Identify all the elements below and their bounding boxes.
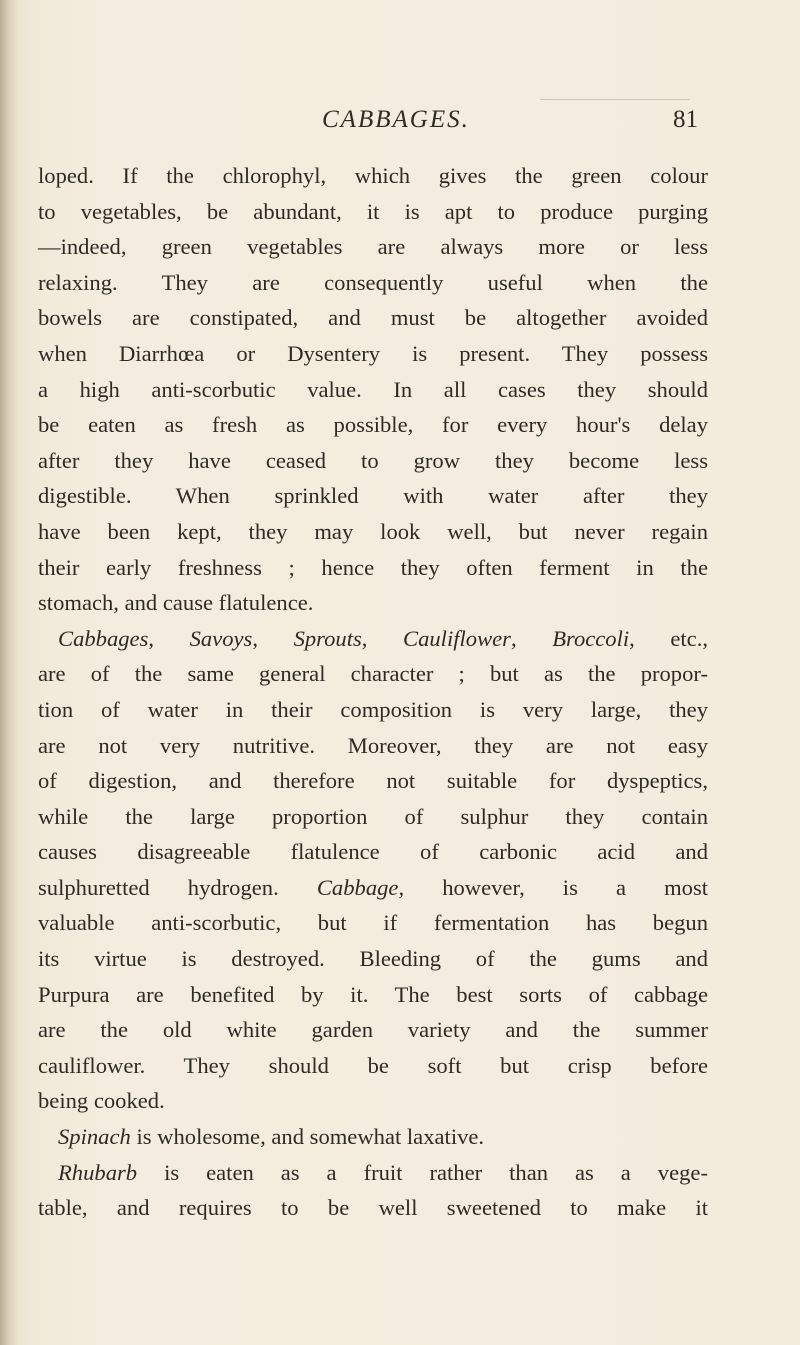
text-line-cabbage [38,870,708,906]
text-line: be eaten as fresh as possible, for every hour's delay [38,412,708,438]
text-line: have been kept, they may look well, but never regain [38,518,708,544]
text-line: are not very nutritive. Moreover, they are not easy [38,732,708,758]
text-line: are the old white garden variety and the summer [38,1017,708,1043]
text-line: causes disagreeable flatulence of carbonic acid and [38,839,708,865]
term-sprouts: Sprouts [293,625,362,651]
text-line: after they have ceased to grow they become less [38,447,708,473]
term-rhubarb: Rhubarb [58,1159,138,1185]
binding-shadow [0,0,18,1345]
text-line: being cooked. [38,1088,165,1114]
term-cabbages: Cabbages [58,625,149,651]
term-cabbage: Cabbage, [316,874,405,900]
body-text [38,158,708,1226]
term-separator: , [510,625,553,651]
term-cauliflower: Cauliflower [403,625,511,651]
text-line: cauliflower. They should be soft but crisp before [38,1052,708,1078]
text-line: are of the same general character ; but as the propor- [38,661,708,687]
page-header [0,100,800,140]
term-separator: , [629,625,671,651]
text-line-rhubarb [38,1155,708,1191]
term-separator: , [361,625,403,651]
text-line: —indeed, green vegetables are always more or less [38,234,708,260]
text-line-spinach [38,1119,708,1155]
text-line: of digestion, and therefore not suitable for dyspeptics, [38,768,708,794]
term-separator: , [252,625,294,651]
text-line: to vegetables, be abundant, it is apt to produce purging [38,198,708,224]
line-post: is wholesome, and somewhat laxative. [136,1124,485,1150]
line-post: is eaten as a fruit rather than as a vege- [164,1159,708,1185]
text-line: their early freshness ; hence they often ferment in the [38,554,708,580]
text-line: its virtue is destroyed. Bleeding of the gums and [38,946,708,972]
text-line: loped. If the chlorophyl, which gives the green colour [38,163,708,188]
term-spinach: Spinach [58,1124,131,1150]
text-line: digestible. When sprinkled with water after they [38,483,708,509]
text-line: tion of water in their composition is very large, they [38,696,708,722]
line-post: however, is a most [442,874,709,900]
text-line: table, and requires to be well sweetened to make it [38,1195,708,1221]
line-pre: sulphuretted hydrogen. [38,874,279,900]
text-line: when Diarrhœa or Dysentery is present. They possess [38,340,708,366]
term-separator: , [148,625,190,651]
term-tail: etc., [670,625,709,651]
page-number: 81 [673,106,698,133]
text-line: Purpura are benefited by it. The best sorts of cabbage [38,981,708,1007]
term-broccoli: Broccoli [552,625,630,651]
running-head: CABBAGES. [322,106,470,133]
text-line: relaxing. They are consequently useful when the [38,269,708,295]
term-savoys: Savoys [189,625,253,651]
text-line: a high anti-scorbutic value. In all cases they should [38,376,708,402]
text-line-vegetable-list [38,621,708,657]
text-line: while the large proportion of sulphur they contain [38,803,708,829]
text-line: stomach, and cause flatulence. [38,590,314,616]
text-line: bowels are constipated, and must be altogether avoided [38,305,708,331]
text-line: valuable anti-scorbutic, but if fermentation has begun [38,910,708,936]
